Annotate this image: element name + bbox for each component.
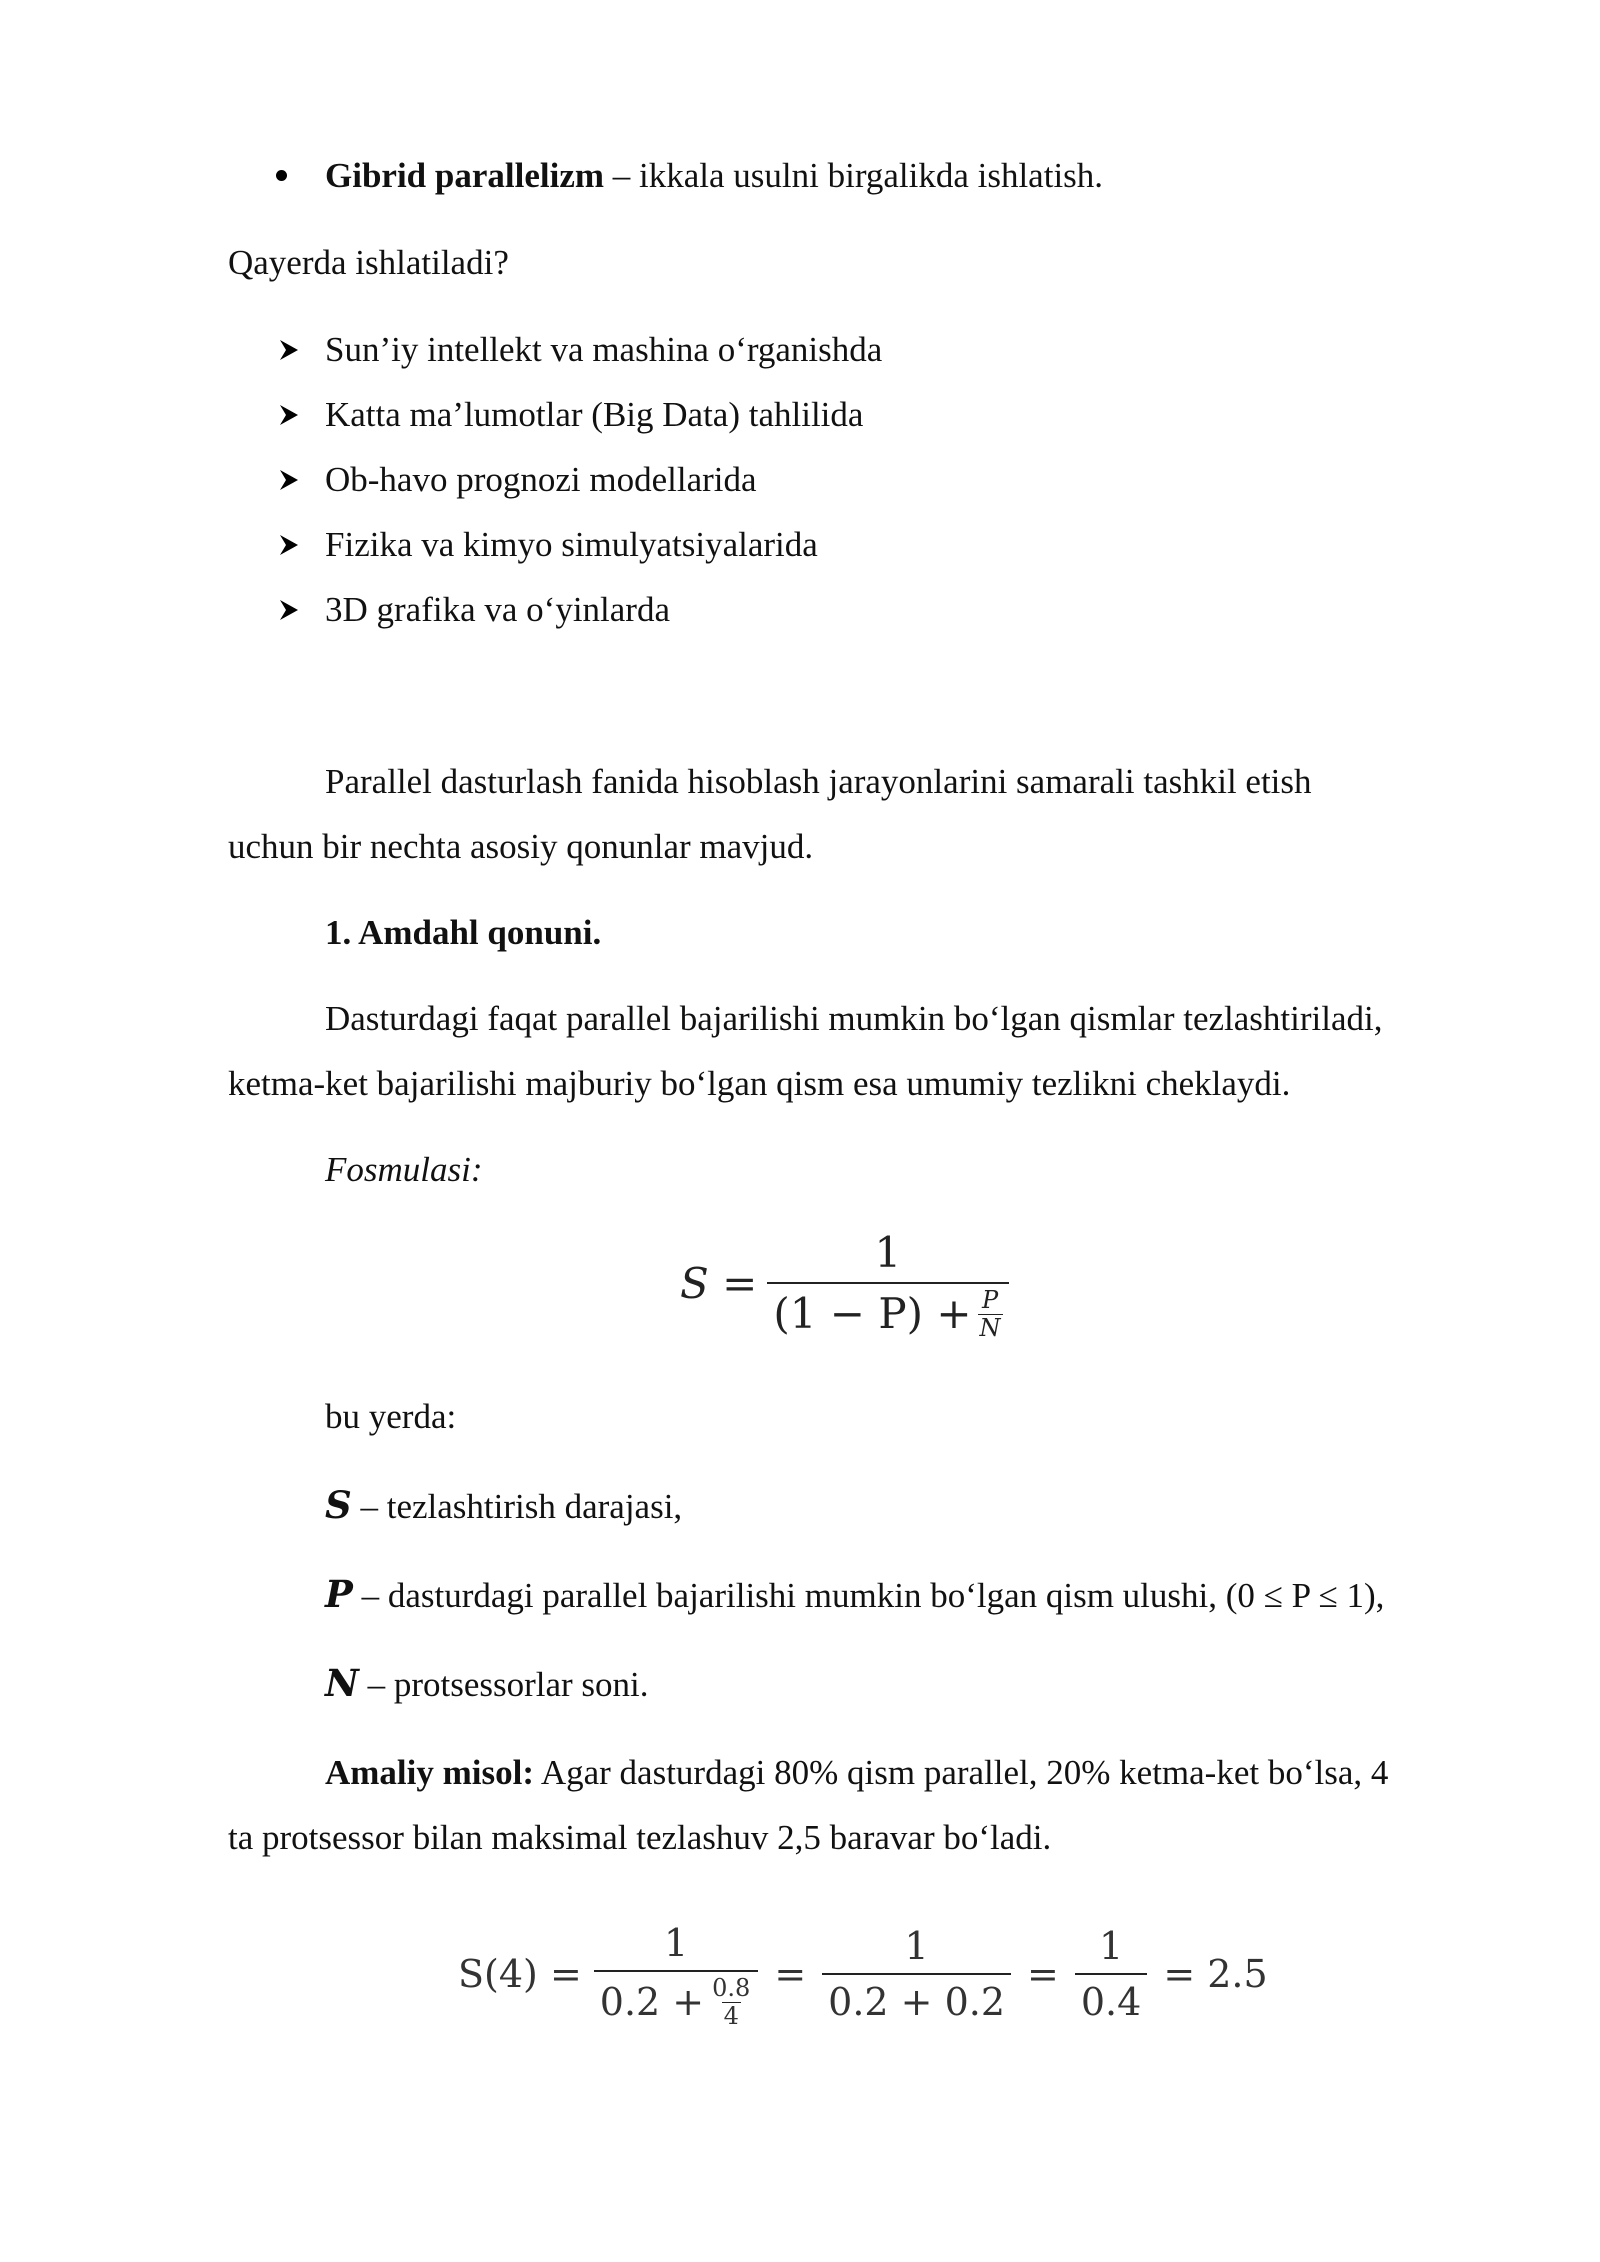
- intro-line-2: uchun bir nechta asosiy qonunlar mavjud.: [228, 827, 814, 866]
- definition-item: [325, 1572, 1384, 1618]
- definition-symbol: P: [325, 1572, 353, 1616]
- formula-fraction: [767, 1228, 1008, 1340]
- arrow-bullet-icon: [278, 533, 300, 557]
- amdahl-desc-line-2: ketma-ket bajarilishi majburiy bo‘lgan qism esa umumiy tezlikni cheklaydi.: [228, 1064, 1291, 1103]
- formula-p-over-n: [978, 1288, 1003, 1340]
- definition-symbol: S: [325, 1483, 352, 1527]
- arrow-bullet-icon: [278, 338, 300, 362]
- amdahl-heading: 1. Amdahl qonuni.: [325, 913, 602, 952]
- example-bold: Amaliy misol:: [325, 1753, 535, 1792]
- example-f1-den: [594, 1970, 759, 2028]
- formula-numerator: 1: [874, 1228, 902, 1277]
- example-eq-1: =: [774, 1952, 807, 1996]
- example-f1-small-num: 0.8: [712, 1974, 751, 2002]
- definition-symbol: N: [325, 1661, 359, 1705]
- definition-item: [325, 1483, 682, 1529]
- example-f3-den: 0.4: [1075, 1973, 1147, 2025]
- usage-list-item: 3D grafika va o‘yinlarda: [325, 590, 670, 629]
- example-result: = 2.5: [1163, 1952, 1268, 1996]
- formula-n: N: [979, 1314, 1001, 1342]
- example-fraction-1: [594, 1920, 759, 2028]
- amdahl-formula: [680, 1228, 1009, 1340]
- intro-line-1: Parallel dasturlash fanida hisoblash jarayonlarini samarali tashkil etish: [325, 762, 1312, 801]
- bullet-item-text: – ikkala usulni birgalikda ishlatish.: [604, 156, 1104, 195]
- definition-text: – protsessorlar soni.: [358, 1665, 649, 1704]
- arrow-bullet-icon: [278, 598, 300, 622]
- bullet-dot-icon: [276, 170, 287, 181]
- example-fraction-3: [1075, 1923, 1147, 2025]
- example-f2-num: 1: [904, 1924, 929, 1968]
- example-f3-num: 1: [1099, 1924, 1124, 1968]
- example-f2-den: 0.2 + 0.2: [822, 1973, 1011, 2025]
- formula-den-part: (1 − P) +: [773, 1289, 972, 1338]
- definition-text: – tezlashtirish darajasi,: [351, 1487, 683, 1526]
- arrow-bullet-icon: [278, 468, 300, 492]
- amdahl-desc-line-1: Dasturdagi faqat parallel bajarilishi mumkin bo‘lgan qismlar tezlashtiriladi,: [325, 999, 1383, 1038]
- arrow-bullet-icon: [278, 403, 300, 427]
- example-f1-small-den: 4: [723, 2002, 739, 2030]
- usage-list-item: Sun’iy intellekt va mashina o‘rganishda: [325, 330, 883, 369]
- formula-p: P: [981, 1286, 999, 1314]
- definition-item: [325, 1661, 649, 1707]
- example-text: Agar dasturdagi 80% qism parallel, 20% ketma-ket bo‘lsa, 4: [534, 1753, 1389, 1792]
- usage-list-item: Ob-havo prognozi modellarida: [325, 460, 757, 499]
- example-f1-small-frac: [710, 1976, 752, 2028]
- example-f1-den-part: 0.2 +: [599, 1980, 705, 2024]
- example-lhs: S(4) =: [458, 1952, 582, 1996]
- usage-list-item: Katta ma’lumotlar (Big Data) tahlilida: [325, 395, 864, 434]
- definition-text: – dasturdagi parallel bajarilishi mumkin bo‘lgan qism ulushi, (0 ≤ P ≤ 1),: [352, 1576, 1385, 1615]
- usage-list-item: Fizika va kimyo simulyatsiyalarida: [325, 525, 818, 564]
- usage-question: Qayerda ishlatiladi?: [228, 243, 509, 282]
- example-eq-2: =: [1027, 1952, 1059, 1996]
- formula-label: Fosmulasi:: [325, 1150, 483, 1189]
- bullet-item-bold: Gibrid parallelizm: [325, 156, 605, 195]
- bullet-item: [325, 154, 1103, 198]
- formula-lhs: S =: [680, 1259, 758, 1308]
- example-fraction-2: [822, 1923, 1011, 2025]
- example-line-2: ta protsessor bilan maksimal tezlashuv 2,5 baravar bo‘ladi.: [228, 1818, 1052, 1857]
- example-line-1: [325, 1751, 1388, 1795]
- where-label: bu yerda:: [325, 1397, 457, 1436]
- formula-denominator: [767, 1282, 1008, 1340]
- example-formula: [458, 1920, 1268, 2028]
- example-f1-num: 1: [663, 1921, 689, 1965]
